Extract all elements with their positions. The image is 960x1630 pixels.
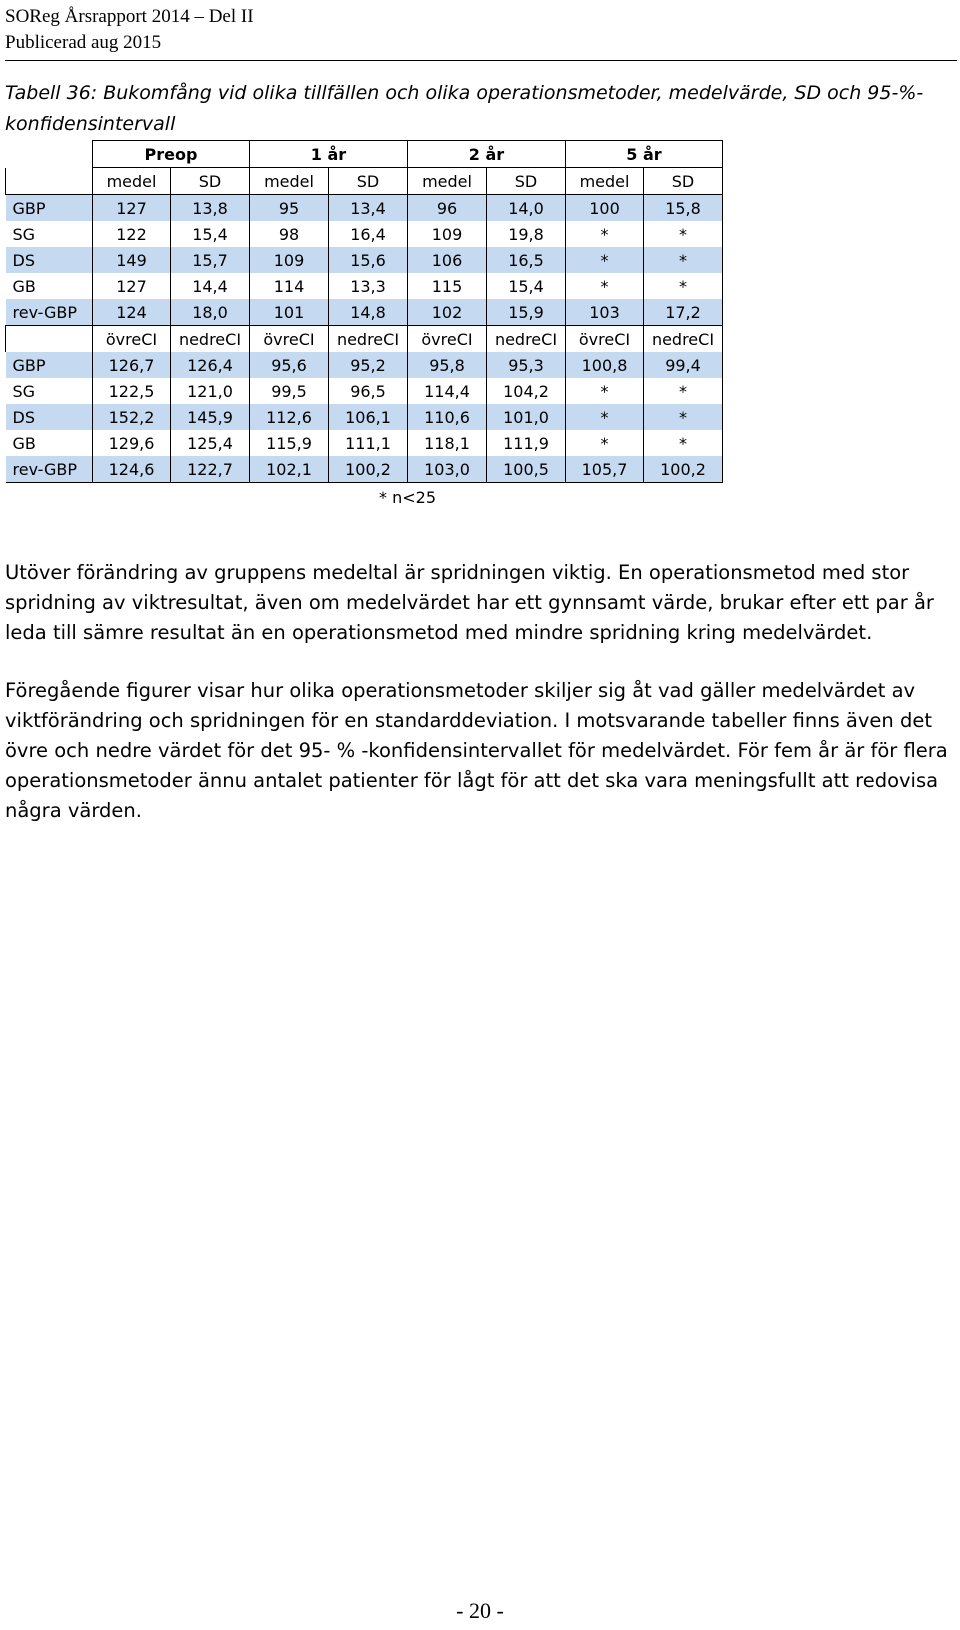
table-cell: 118,1: [408, 430, 487, 456]
table-cell: 95,6: [250, 352, 329, 378]
table-cell: 13,8: [171, 195, 250, 222]
group-header-cell: 2 år: [408, 141, 566, 168]
header-blank-cell: [6, 326, 93, 353]
table-cell: 100: [566, 195, 644, 222]
table-cell: 15,7: [171, 247, 250, 273]
table-cell: 95,2: [329, 352, 408, 378]
table-cell: 104,2: [487, 378, 566, 404]
table-cell: 99,4: [644, 352, 723, 378]
column-header-cell: nedreCI: [171, 326, 250, 353]
table-cell: *: [644, 247, 723, 273]
table-cell: 100,5: [487, 456, 566, 483]
column-header-cell: medel: [250, 168, 329, 195]
page-number: - 20 -: [456, 1598, 504, 1623]
column-header-cell: nedreCI: [644, 326, 723, 353]
row-label: GBP: [6, 352, 93, 378]
table-cell: 112,6: [250, 404, 329, 430]
table-row: [6, 352, 723, 378]
table-cell: 98: [250, 221, 329, 247]
table-cell: *: [566, 404, 644, 430]
table-cell: 15,8: [644, 195, 723, 222]
table-cell: 95: [250, 195, 329, 222]
table-cell: 125,4: [171, 430, 250, 456]
table-cell: 96,5: [329, 378, 408, 404]
column-header-cell: SD: [171, 168, 250, 195]
header-blank-cell: [6, 168, 93, 195]
paragraph-2: Föregående figurer visar hur olika operationsmetoder skiljer sig åt vad gäller medelvärdet av viktförändring och spridningen för en standarddeviation. I motsvarande tabeller finns även det övre och nedre värdet för det 95- % -konfidensintervallet för medelvärdet. För fem år är för flera operationsmetoder ännu antalet patienter för lågt för att det ska vara meningsfullt att redovisa några värden.: [5, 679, 948, 822]
table-cell: 106: [408, 247, 487, 273]
table-cell: 149: [93, 247, 171, 273]
table-cell: 14,4: [171, 273, 250, 299]
table-cell: *: [566, 247, 644, 273]
data-table: [5, 140, 723, 511]
table-cell: 124,6: [93, 456, 171, 483]
table-cell: 114,4: [408, 378, 487, 404]
report-title: SOReg Årsrapport 2014 – Del II: [5, 6, 254, 27]
note-blank-cell: [6, 483, 93, 512]
table-row: [6, 247, 723, 273]
group-header-cell: 5 år: [566, 141, 723, 168]
table-cell: 103: [566, 299, 644, 326]
column-header-cell: medel: [566, 168, 644, 195]
table-row: [6, 221, 723, 247]
column-header-cell: medel: [93, 168, 171, 195]
table-cell: 95,8: [408, 352, 487, 378]
table-cell: 127: [93, 273, 171, 299]
table-cell: *: [566, 430, 644, 456]
table-footnote: * n<25: [379, 487, 436, 507]
group-header-row: [6, 141, 723, 168]
table-cell: *: [566, 221, 644, 247]
table-cell: *: [566, 273, 644, 299]
table-cell: 16,5: [487, 247, 566, 273]
table-cell: 14,8: [329, 299, 408, 326]
table-cell: *: [644, 404, 723, 430]
table-cell: 15,4: [487, 273, 566, 299]
table-cell: 95,3: [487, 352, 566, 378]
table-row: [6, 378, 723, 404]
table-cell: 13,4: [329, 195, 408, 222]
table-cell: *: [566, 378, 644, 404]
table-cell: 17,2: [644, 299, 723, 326]
table-cell: 105,7: [566, 456, 644, 483]
table-cell: 106,1: [329, 404, 408, 430]
row-label: SG: [12, 381, 36, 401]
table-cell: 102,1: [250, 456, 329, 483]
table-cell: 15,9: [487, 299, 566, 326]
table-cell: 115,9: [250, 430, 329, 456]
row-label: DS: [6, 247, 93, 273]
table-row: [6, 299, 723, 326]
table-cell: 14,0: [487, 195, 566, 222]
table-cell: 103,0: [408, 456, 487, 483]
table-cell: 124: [93, 299, 171, 326]
table-cell: 127: [93, 195, 171, 222]
table-cell: 109: [250, 247, 329, 273]
group-header-cell: Preop: [93, 141, 250, 168]
row-label: GB: [12, 433, 36, 453]
column-header-cell: SD: [487, 168, 566, 195]
column-header-cell: övreCI: [93, 326, 171, 353]
table-cell: 100,2: [644, 456, 723, 483]
table-cell: 96: [408, 195, 487, 222]
table-cell: 122: [93, 221, 171, 247]
row-label: GB: [12, 276, 36, 296]
table-cell: 100,2: [329, 456, 408, 483]
subheader-row: [6, 326, 723, 353]
table-cell: 19,8: [487, 221, 566, 247]
table-cell: *: [644, 221, 723, 247]
table-cell: 109: [408, 221, 487, 247]
header-blank-cell: [6, 141, 93, 168]
table-row: [6, 404, 723, 430]
column-header-cell: övreCI: [566, 326, 644, 353]
table-cell: 122,5: [93, 378, 171, 404]
table-cell: 115: [408, 273, 487, 299]
table-cell: 16,4: [329, 221, 408, 247]
table-caption: Tabell 36: Bukomfång vid olika tillfällen och olika operationsmetoder, medelvärde, SD och 95-%-konfidensintervall: [5, 82, 924, 135]
column-header-cell: övreCI: [250, 326, 329, 353]
table-cell: 114: [250, 273, 329, 299]
table-cell: *: [644, 273, 723, 299]
table-cell: 15,6: [329, 247, 408, 273]
table-cell: 126,7: [93, 352, 171, 378]
row-label: rev-GBP: [6, 299, 93, 326]
publication-date: Publicerad aug 2015: [5, 32, 162, 53]
table-cell: 101,0: [487, 404, 566, 430]
table-cell: *: [644, 378, 723, 404]
table-cell: 15,4: [171, 221, 250, 247]
table-row: [6, 430, 723, 456]
column-header-cell: nedreCI: [329, 326, 408, 353]
row-label: rev-GBP: [6, 456, 93, 483]
table-cell: 102: [408, 299, 487, 326]
table-cell: 122,7: [171, 456, 250, 483]
column-header-cell: nedreCI: [487, 326, 566, 353]
paragraph-1: Utöver förändring av gruppens medeltal är spridningen viktig. En operationsmetod med stor spridning av viktresultat, även om medelvärdet har ett gynnsamt värde, brukar efter ett par år leda till sämre resultat än en operationsmetod med mindre spridning kring medelvärdet.: [5, 561, 934, 644]
table-cell: 121,0: [171, 378, 250, 404]
table-cell: 99,5: [250, 378, 329, 404]
table-cell: 126,4: [171, 352, 250, 378]
group-header-cell: 1 år: [250, 141, 408, 168]
table-cell: 110,6: [408, 404, 487, 430]
table-cell: 145,9: [171, 404, 250, 430]
header-divider: [5, 60, 957, 61]
row-label: SG: [12, 224, 36, 244]
table-cell: *: [644, 430, 723, 456]
column-header-cell: medel: [408, 168, 487, 195]
column-header-cell: SD: [644, 168, 723, 195]
table-row: [6, 195, 723, 222]
table-cell: 129,6: [93, 430, 171, 456]
table-row: [6, 456, 723, 483]
row-label: GBP: [6, 195, 93, 222]
table-cell: 101: [250, 299, 329, 326]
table-cell: 13,3: [329, 273, 408, 299]
table-row: [6, 273, 723, 299]
table-cell: 152,2: [93, 404, 171, 430]
row-label: DS: [6, 404, 93, 430]
table-cell: 111,1: [329, 430, 408, 456]
table-cell: 100,8: [566, 352, 644, 378]
subheader-row: [6, 168, 723, 195]
column-header-cell: SD: [329, 168, 408, 195]
table-cell: 18,0: [171, 299, 250, 326]
note-row: [6, 483, 723, 512]
page-header: [5, 4, 254, 56]
column-header-cell: övreCI: [408, 326, 487, 353]
table-cell: 111,9: [487, 430, 566, 456]
